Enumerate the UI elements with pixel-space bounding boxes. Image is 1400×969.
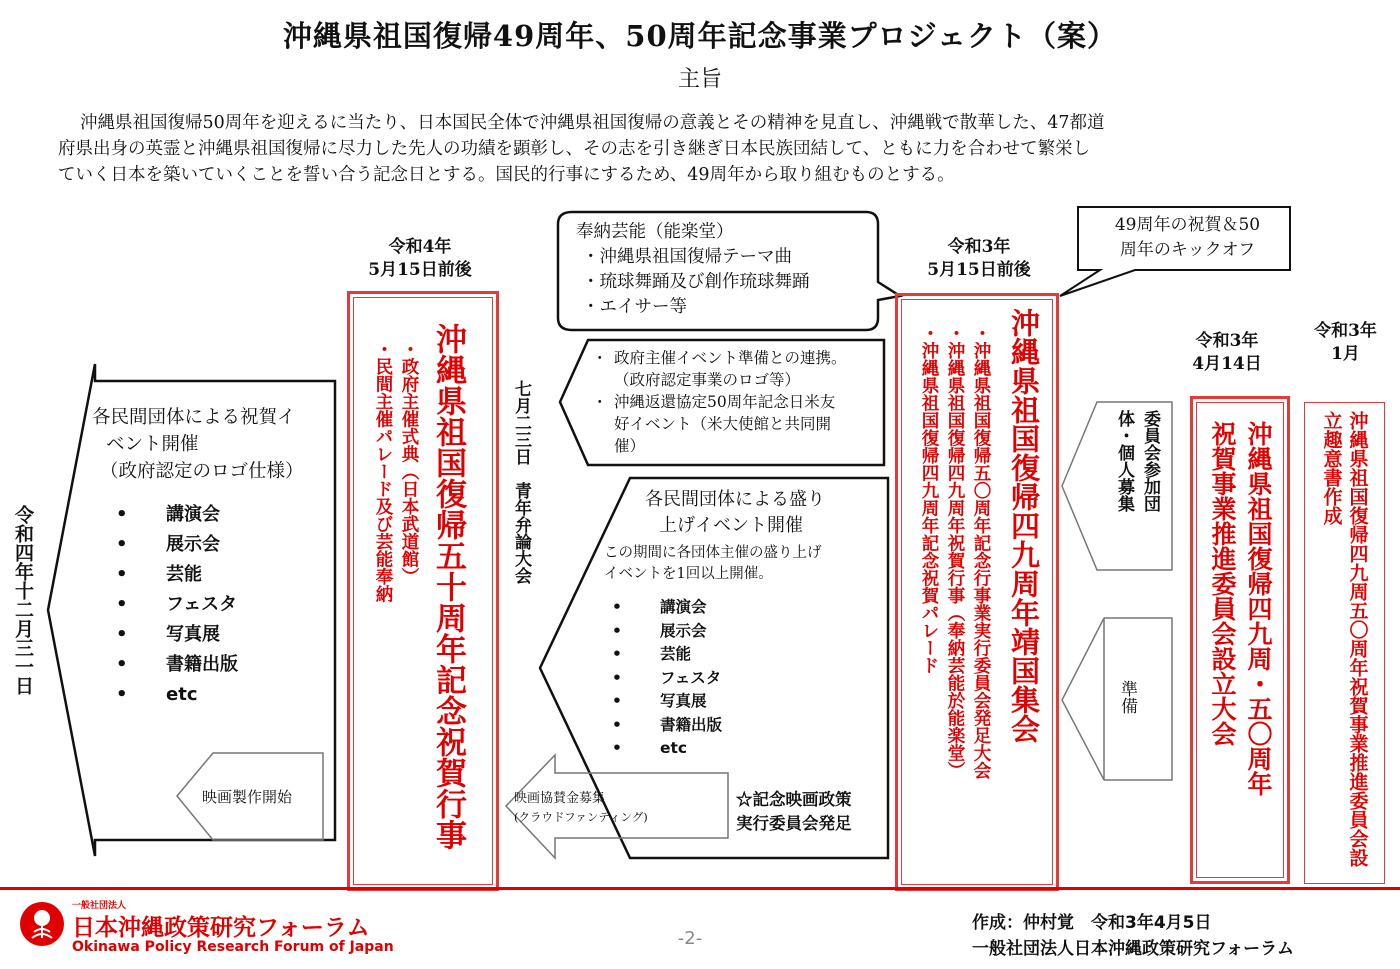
col-apr-line2: 祝賀事業推進委員会設立大会 (1208, 421, 1237, 746)
page-number: -2- (677, 928, 703, 949)
org-name: 日本沖縄政策研究フォーラム (72, 915, 370, 941)
author-org: 一般社団法人日本沖縄政策研究フォーラム (972, 939, 1294, 959)
date-year: 令和3年 (1314, 321, 1377, 341)
mid-events-item: 展示会 (660, 621, 707, 640)
mid-events-item: 講演会 (660, 598, 707, 616)
list-item: • 講演会 (116, 504, 220, 525)
cooperate-line: （政府認定事業のロゴ等） (614, 371, 801, 389)
list-item: • 写真展 (116, 624, 220, 645)
list-item: • 写真展 (612, 692, 707, 710)
mid-events-note (604, 543, 884, 585)
col-jan-box (1304, 402, 1385, 884)
col-50-inner (353, 297, 493, 885)
hounou-item: ・琉球舞踊及び創作琉球舞踊 (582, 272, 810, 292)
col-49-sub: ・沖縄県祖国復帰四九周年記念祝賀パレード (919, 324, 939, 674)
date-day: 5月15日前後 (368, 260, 472, 280)
cooperate-text (592, 347, 884, 457)
left-events-item: 講演会 (166, 504, 220, 525)
col-50-sub: ・政府主催式典（日本武道館） (399, 340, 419, 585)
left-events-title (92, 404, 332, 485)
col-jan-text: 沖縄県祖国復帰四九周五〇周年祝賀事業推進委員会設立趣意書作成 (1320, 411, 1369, 867)
list-item: • 芸能 (116, 564, 202, 585)
intro-line: 府県出身の英霊と沖縄県祖国復帰に尽力した先人の功績を顕彰し、その志を引き継ぎ日本民族団結して、ともに力を合わせて繁栄し (58, 139, 1091, 159)
recruit-text (1100, 410, 1168, 560)
left-events-list (116, 500, 238, 710)
mid-events-title-line: 各民間団体による盛り (645, 489, 825, 510)
mid-events-title (645, 487, 885, 539)
col-49-main: 沖縄県祖国復帰四九周年靖国集会 (1007, 308, 1041, 743)
author-line: 作成：仲村覚 令和3年4月5日 (972, 913, 1212, 933)
left-events-sub: （政府認定のロゴ仕様） (100, 461, 304, 482)
mid-events-list (612, 596, 722, 761)
prepare-text: 準備 (1117, 680, 1137, 714)
org-logo-icon (20, 902, 64, 946)
intro-line: 沖縄県祖国復帰50周年を迎えるに当たり、日本国民全体で沖縄県祖国復帰の意義とその精神を見直し、沖縄戦で散華した、47都道 (80, 113, 1105, 133)
cooperate-line: 好イベント（米大使館と共同開 (614, 415, 832, 433)
page-title: 沖縄県祖国復帰49周年、50周年記念事業プロジェクト（案） (282, 19, 1118, 53)
date-r4-dec31: 令和四年十二月三一日 (12, 505, 34, 695)
prepare-arrow (1062, 618, 1104, 780)
mid-events-item: 芸能 (660, 645, 692, 663)
recruit-line: 体・個人募集 (1114, 410, 1134, 512)
list-item: • 講演会 (612, 598, 707, 616)
date-day: 5月15日前後 (927, 260, 1031, 280)
hounou-item: ・エイサー等 (582, 297, 687, 317)
col-apr-line1: 沖縄県祖国復帰四九周・五〇周年 (1244, 421, 1273, 796)
film-start-text: 映画製作開始 (202, 788, 293, 806)
recruit-line: 委員会参加団 (1140, 410, 1160, 512)
kickoff-line: 49周年の祝賀＆50 (1114, 215, 1261, 235)
left-events-item: etc (166, 684, 198, 705)
cooperate-line: 政府主催イベント準備との連携。 (614, 349, 847, 367)
col-apr-inner (1196, 402, 1284, 878)
cooperate-item: ・ 沖縄返還協定50周年記念日米友 好イベント（米大使館と共同開 催） (592, 393, 836, 455)
col-apr-box (1190, 396, 1290, 884)
intro-line: ていく日本を築いていくことを誓い合う記念日とする。国民的行事にするため、49周年から取り組むものとする。 (58, 165, 955, 185)
list-item: • 書籍出版 (612, 715, 723, 734)
footer-divider (0, 887, 1400, 890)
film-fund-line: 映画協賛金募集 (514, 791, 606, 806)
committee-line: 実行委員会発足 (736, 814, 852, 833)
col-50-sub: ・民間主催パレード及び芸能奉納 (373, 340, 393, 603)
left-events-item: 芸能 (166, 564, 202, 585)
mid-events-item: etc (660, 739, 688, 757)
list-item: • 書籍出版 (116, 654, 238, 675)
hounou-title: 奉納芸能（能楽堂） (576, 222, 734, 242)
left-events-item: 展示会 (166, 534, 220, 555)
col-50-box (347, 291, 499, 891)
date-year: 令和3年 (1195, 331, 1259, 351)
date-r4-may15 (355, 236, 485, 282)
list-item: • 展示会 (116, 534, 220, 555)
committee-line: ☆記念映画政策 (736, 790, 852, 809)
left-events-item: 写真展 (166, 624, 220, 645)
mid-events-item: 写真展 (660, 692, 707, 710)
cooperate-line: 沖縄返還協定50周年記念日米友 (614, 393, 836, 411)
left-events-item: 書籍出版 (166, 654, 238, 675)
page-subtitle: 主旨 (677, 67, 722, 92)
date-day: 1月 (1331, 344, 1360, 364)
org-name-en: Okinawa Policy Research Forum of Japan (72, 939, 394, 955)
left-events-item: フェスタ (166, 594, 238, 615)
list-item: • etc (116, 684, 198, 705)
list-item: • 芸能 (612, 645, 692, 663)
logo-tree-icon (20, 902, 64, 946)
film-fund-line: (クラウドファンディング) (514, 810, 648, 824)
col-49-box (895, 293, 1059, 891)
org-small: 一般社団法人 (72, 901, 127, 911)
left-events-title-line: 各民間団体による祝賀イ (92, 407, 296, 428)
list-item: • 展示会 (612, 621, 707, 640)
hounou-text (576, 220, 876, 320)
mid-events-item: フェスタ (660, 668, 722, 687)
left-events-title-line: ベント開催 (106, 434, 199, 455)
date-r3-may15 (914, 236, 1044, 282)
film-fund-text (514, 790, 729, 826)
date-year: 令和4年 (388, 237, 452, 257)
mid-events-note-line: イベントを1回以上開催。 (604, 566, 773, 582)
cooperate-item: ・ 政府主催イベント準備との連携。 （政府認定事業のロゴ等） (592, 349, 847, 389)
list-item: • フェスタ (116, 594, 238, 615)
col-49-sub: ・沖縄県祖国復帰四九周年祝賀行事（奉納芸能於能楽堂） (945, 324, 965, 779)
col-49-inner (901, 299, 1053, 885)
mid-events-item: 書籍出版 (660, 715, 723, 734)
speech-contest: 七月二三日 青年弁論大会 (511, 380, 531, 584)
kickoff-line: 周年のキックオフ (1119, 240, 1256, 260)
mid-events-title-line: 上げイベント開催 (659, 515, 803, 536)
date-r3-apr14 (1172, 330, 1282, 376)
date-day: 4月14日 (1192, 354, 1262, 374)
list-item: • etc (612, 739, 688, 757)
kickoff-text (1090, 213, 1285, 263)
hounou-item: ・沖縄県祖国復帰テーマ曲 (582, 247, 792, 267)
col-50-main: 沖縄県祖国復帰五十周年記念祝賀行事 (430, 323, 466, 850)
cooperate-line: 催） (614, 437, 646, 455)
list-item: • フェスタ (612, 668, 722, 687)
date-r3-jan (1298, 320, 1393, 366)
committee-note (736, 788, 886, 836)
date-year: 令和3年 (947, 237, 1011, 257)
col-49-sub: ・沖縄県祖国復帰五〇周年記念行事業実行委員会発足大会 (971, 324, 991, 779)
mid-events-note-line: この期間に各団体主催の盛り上げ (604, 545, 822, 561)
